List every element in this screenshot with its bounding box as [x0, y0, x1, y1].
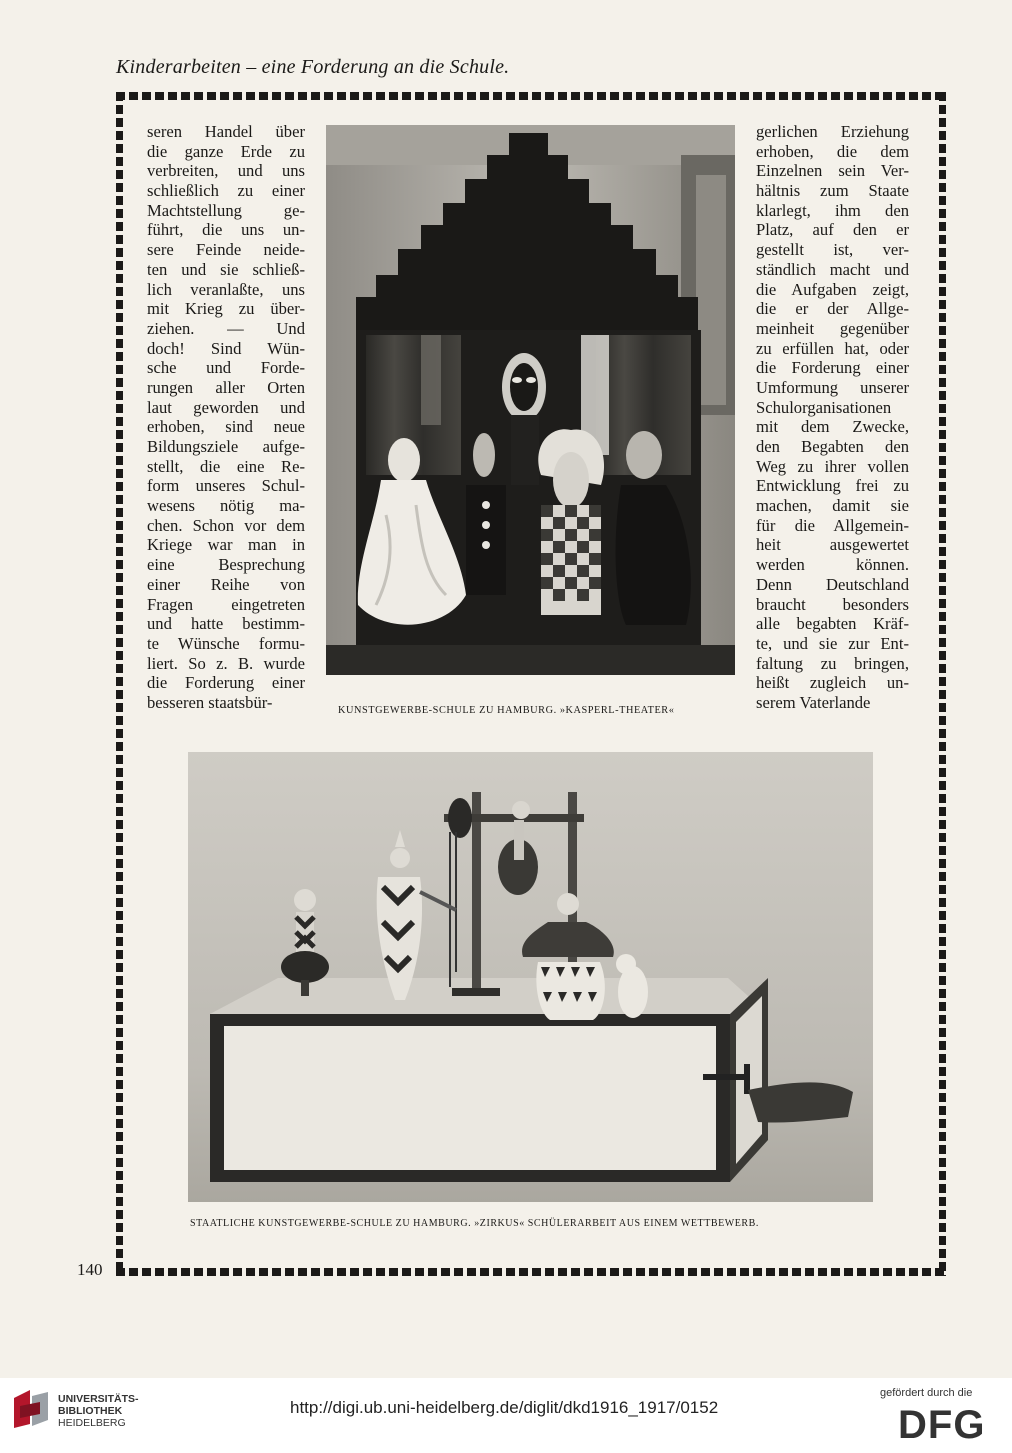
text-line: führt, die uns un- [147, 220, 305, 240]
text-line: braucht besonders [756, 594, 909, 614]
text-line: die Aufgaben zeigt, [756, 279, 909, 299]
text-line: erhoben, sind neue [147, 417, 305, 437]
puppet-theater-photo [326, 125, 735, 675]
text-line: rungen aller Orten [147, 377, 305, 397]
text-line: Machtstellung ge- [147, 200, 305, 220]
text-line: Bildungsziele aufge- [147, 437, 305, 456]
text-line: den Begabten den [756, 437, 909, 456]
text-line: Fragen eingetreten [147, 594, 305, 614]
text-line: gerlichen Erziehung [756, 122, 909, 141]
dfg-logo: DFG [898, 1403, 986, 1447]
text-line: die Forderung einer [147, 673, 305, 693]
text-line: verbreiten, und uns [147, 161, 305, 181]
text-line: die Forderung einer [756, 358, 909, 378]
text-line: heißt zugleich un- [756, 673, 909, 693]
text-line: Einzelnen sein Ver- [756, 161, 909, 181]
text-line: stellt, die eine Re- [147, 456, 305, 476]
library-name-line-2: BIBLIOTHEK [58, 1405, 123, 1417]
text-line: die er der Allge- [756, 299, 909, 319]
text-line: Kriege war man in [147, 535, 305, 555]
library-logo-icon [10, 1388, 52, 1434]
text-line: mit dem Zwecke, [756, 417, 909, 437]
text-line: seren Handel über [147, 122, 305, 141]
top-figure-caption: KUNSTGEWERBE-SCHULE ZU HAMBURG. »KASPERL-THEATER« [338, 705, 675, 716]
text-line: machen, damit sie [756, 496, 909, 516]
bottom-figure-caption: STAATLICHE KUNSTGEWERBE-SCHULE ZU HAMBURG. »ZIRKUS« SCHÜLERARBEIT AUS EINEM WETTBEWERB. [190, 1218, 759, 1229]
text-line: form unseres Schul- [147, 476, 305, 496]
text-line: ten und sie schließ- [147, 259, 305, 279]
text-line: die ganze Erde zu [147, 141, 305, 161]
page-number: 140 [77, 1260, 103, 1279]
running-title: Kinderarbeiten – eine Forderung an die Schule. [116, 56, 510, 78]
frame-top-border [116, 92, 946, 100]
text-line: meinheit gegenüber [756, 318, 909, 338]
text-line: Platz, auf den er [756, 220, 909, 240]
text-line: faltung zu bringen, [756, 653, 909, 673]
text-line: und hatte bestimm- [147, 614, 305, 634]
text-line: hältnis zum Staate [756, 181, 909, 201]
text-line: zu erfüllen hat, oder [756, 338, 909, 358]
left-text-column [147, 122, 305, 713]
text-line: Umformung unserer [756, 377, 909, 397]
text-line: laut geworden und [147, 397, 305, 417]
text-line: Schulorganisationen [756, 397, 892, 417]
text-line: für die Allgemein- [756, 515, 909, 535]
text-line: ziehen. — Und [147, 318, 305, 338]
text-line: te Wünsche formu- [147, 633, 305, 653]
text-line: alle begabten Kräf- [756, 614, 909, 634]
text-line: Denn Deutschland [756, 574, 909, 594]
text-line: lich veranlaßte, uns [147, 279, 305, 299]
right-text-column [756, 122, 909, 713]
library-name-line-3: HEIDELBERG [58, 1417, 126, 1429]
text-line: mit Krieg zu über- [147, 299, 305, 319]
frame-left-border [116, 92, 123, 1276]
text-line: schließlich zu einer [147, 181, 305, 201]
text-line: einer Reihe von [147, 574, 305, 594]
sponsor-text: gefördert durch die [880, 1387, 973, 1399]
library-name-line-1: UNIVERSITÄTS- [58, 1393, 139, 1405]
text-line: Weg zu ihrer vollen [756, 456, 909, 476]
text-line: klarlegt, ihm den [756, 200, 909, 220]
text-line: erhoben, die dem [756, 141, 909, 161]
library-name [58, 1393, 139, 1429]
text-line: serem Vaterlande [756, 692, 871, 712]
text-line: heit ausgewertet [756, 535, 909, 555]
text-line: chen. Schon vor dem [147, 515, 305, 535]
text-line: wesens nötig ma- [147, 496, 305, 516]
frame-bottom-border [116, 1268, 946, 1276]
text-line: ständlich macht und [756, 259, 909, 279]
source-url-link[interactable]: http://digi.ub.uni-heidelberg.de/diglit/dkd1916_1917/0152 [290, 1398, 719, 1417]
text-line: Entwicklung frei zu [756, 476, 909, 496]
text-line: te, und sie zur Ent- [756, 633, 909, 653]
text-line: sche und Forde- [147, 358, 305, 378]
text-line: gestellt ist, ver- [756, 240, 909, 260]
text-line: besseren staatsbür- [147, 692, 273, 712]
text-line: eine Besprechung [147, 555, 305, 575]
circus-toy-photo [188, 752, 873, 1202]
text-line: sere Feinde neide- [147, 240, 305, 260]
text-line: liert. So z. B. wurde [147, 653, 305, 673]
text-line: werden können. [756, 555, 909, 575]
frame-right-border [939, 92, 946, 1276]
text-line: doch! Sind Wün- [147, 338, 305, 358]
